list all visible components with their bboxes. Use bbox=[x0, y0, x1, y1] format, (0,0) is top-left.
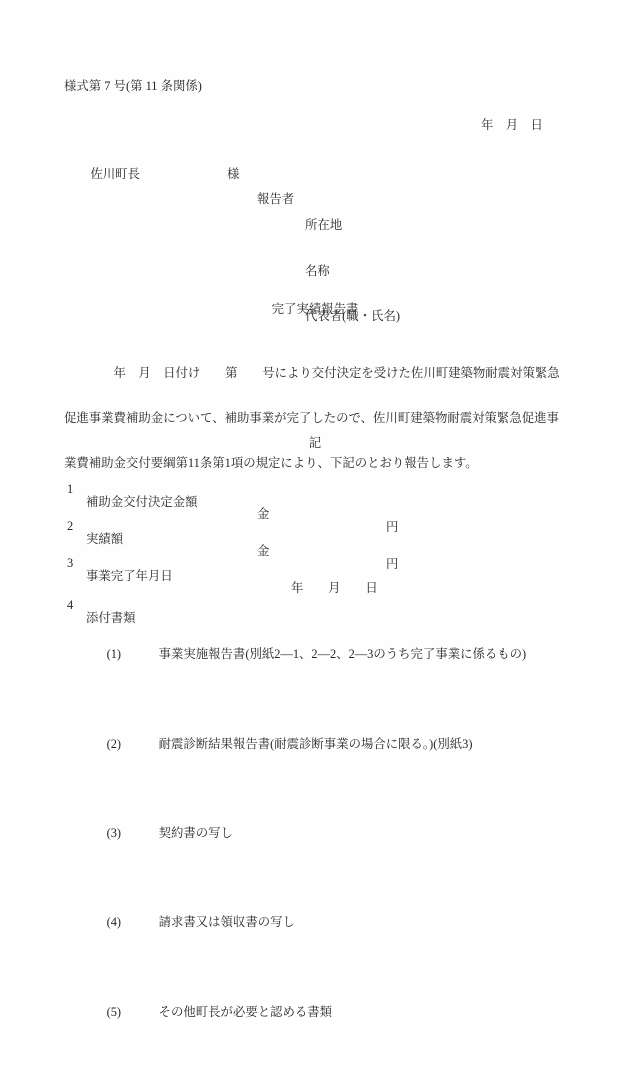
attachment-item-2 bbox=[88, 712, 526, 777]
addressee-name: 佐川町長 bbox=[90, 167, 140, 182]
item-number: 3 bbox=[67, 556, 74, 571]
amount-suffix: 円 bbox=[386, 519, 399, 534]
form-number: 様式第 7 号(第 11 条関係) bbox=[64, 79, 202, 93]
amount-suffix: 円 bbox=[386, 556, 399, 571]
body-line-1: 年 月 日付け 第 号により交付決定を受けた佐川町建築物耐震対策緊急 bbox=[64, 365, 560, 380]
item-row-actual-amount bbox=[0, 508, 630, 571]
item-row-grant-decision-amount bbox=[0, 471, 630, 534]
reporter-field-representative: 代表者(職・氏名) bbox=[305, 309, 400, 324]
attachment-item-4 bbox=[88, 891, 526, 956]
item-number: 4 bbox=[67, 598, 74, 613]
item-label: 実績額 bbox=[86, 531, 124, 546]
attachment-number: (2) bbox=[106, 736, 122, 751]
item-label: 補助金交付決定金額 bbox=[86, 494, 198, 509]
attachment-item-3 bbox=[88, 801, 526, 866]
reporter-label: 報告者 bbox=[257, 192, 295, 206]
attachment-text: 耐震診断結果報告書(耐震診断事業の場合に限る。)(別紙3) bbox=[158, 736, 473, 751]
document-title: 完了実績報告書 bbox=[271, 302, 359, 316]
section-marker: 記 bbox=[308, 436, 322, 450]
attachment-text: 請求書又は領収書の写し bbox=[158, 915, 295, 930]
body-line-2: 促進事業費補助金について、補助事業が完了したので、佐川町建築物耐震対策緊急促進事 bbox=[64, 410, 559, 425]
attachment-text: 事業実施報告書(別紙2―1、2―2、2―3のうち完了事業に係るもの) bbox=[158, 647, 527, 662]
attachment-number: (4) bbox=[106, 915, 122, 930]
item-row-completion-date bbox=[0, 545, 630, 596]
addressee-line bbox=[78, 156, 239, 193]
item-label: 添付書類 bbox=[86, 610, 136, 625]
addressee-honorific: 様 bbox=[226, 167, 240, 182]
amount-prefix: 金 bbox=[257, 507, 270, 522]
reporter-field-name: 名称 bbox=[305, 263, 330, 278]
attachment-number: (5) bbox=[106, 1004, 122, 1019]
attachment-number: (1) bbox=[106, 647, 122, 662]
item-number: 2 bbox=[67, 519, 74, 534]
completion-date-value: 年 月 日 bbox=[291, 581, 378, 596]
reporter-field-address: 所在地 bbox=[305, 217, 343, 232]
body-line-3: 業費補助金交付要綱第11条第1項の規定により、下記のとおり報告します。 bbox=[64, 456, 478, 471]
attachment-item-5 bbox=[88, 980, 526, 1045]
date-line: 年 月 日 bbox=[481, 118, 543, 132]
attachment-number: (3) bbox=[106, 825, 122, 840]
attachment-text: その他町長が必要と認める書類 bbox=[158, 1004, 333, 1019]
amount-prefix: 金 bbox=[257, 544, 270, 559]
item-label: 事業完了年月日 bbox=[86, 568, 173, 583]
attachment-item-1 bbox=[88, 623, 526, 688]
attachment-list bbox=[88, 598, 526, 1069]
reporter-fields bbox=[305, 190, 400, 352]
attachment-text: 契約書の写し bbox=[158, 825, 233, 840]
item-number: 1 bbox=[67, 482, 74, 497]
